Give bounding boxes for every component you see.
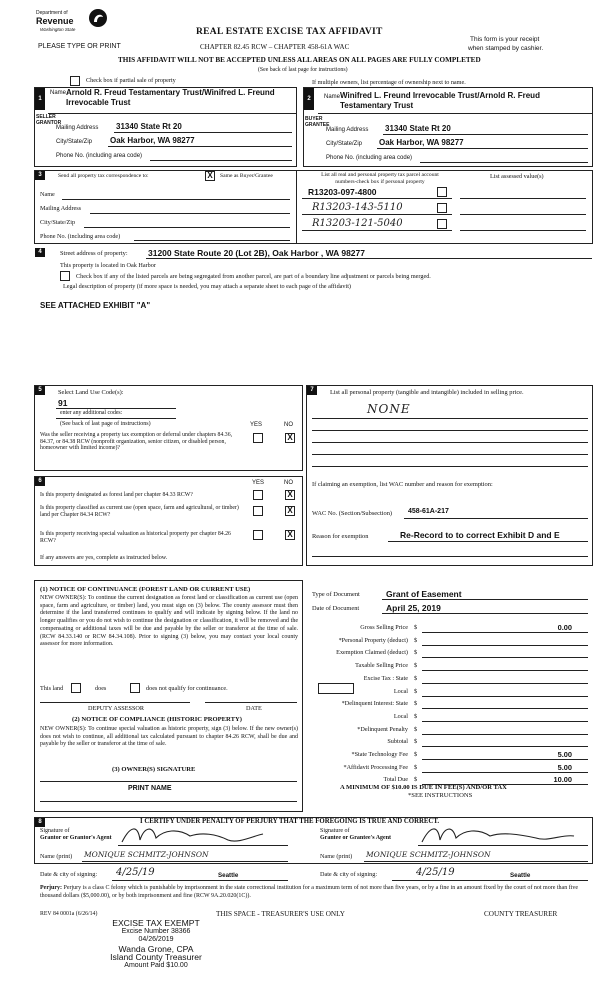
seller-mailing-label: Mailing Address: [56, 125, 99, 131]
agency-name: Revenue: [36, 16, 74, 26]
partial-sale-checkbox[interactable]: [70, 76, 80, 86]
s3-phone-label: Phone No. (including area code): [40, 233, 121, 240]
segregated-label: Check box if any of the listed parcels are being segregated from another parcel, are part of a boundary line adjustment or parcels being merged.: [76, 273, 431, 280]
buyer-mailing-label: Mailing Address: [326, 127, 369, 133]
continuance-body: NEW OWNER(S): To continue the current designation as forest land or classification as current use (open space, farm and agriculture, or timber) land, you must sign on (3) below. The county assessor must then determine if the land transferred continues to qualify and will indicate by signing below. If the land no longer qualifies or you do not wish to continue the designation or classification, it will be removed and the compensating or additional taxes will be due and payable by the seller or transferor at the time of sale. (RCW 84.33.140 or RCW 84.34.108). Prior to signing (3) below, you may contact your local county assessor for more information.: [40, 595, 298, 648]
buyer-mailing[interactable]: 31340 State Rt 20: [385, 124, 451, 133]
section-2-number: 2: [304, 88, 314, 110]
wac-label: WAC No. (Section/Subsection): [312, 510, 393, 517]
tax-row-value[interactable]: 5.00: [557, 750, 572, 759]
buyer-city[interactable]: Oak Harbor, WA 98277: [379, 138, 464, 147]
section-8-number: 8: [35, 818, 45, 827]
this-land-label: This land: [40, 685, 64, 692]
treasurer-use-only: THIS SPACE - TREASURER'S USE ONLY: [216, 910, 345, 918]
grantee-signature[interactable]: [418, 822, 578, 846]
tax-row-value[interactable]: 0.00: [557, 623, 572, 632]
dor-emblem-icon: [88, 8, 108, 28]
compliance-body: NEW OWNER(S): To continue special valuation as historic property, sign (3) below. If the new owner(s) does not wish to continue, all additional tax calculated pursuant to chapter 84.26 RCW, shall be due and payable by the seller or transferor at the time of sale.: [40, 726, 298, 748]
tax-row-dollar: $: [414, 662, 418, 670]
section-3-number: 3: [35, 171, 45, 180]
tax-row-label: Excise Tax : State: [363, 674, 408, 682]
warning-banner: THIS AFFIDAVIT WILL NOT BE ACCEPTED UNLESS ALL AREAS ON ALL PAGES ARE FULLY COMPLETED: [118, 56, 481, 64]
forest-yes-checkbox[interactable]: [253, 490, 263, 500]
tax-row-dollar: $: [414, 776, 418, 784]
tax-row-line: [422, 759, 588, 760]
enter-additional-codes: enter any additional codes:: [60, 410, 123, 416]
seller-side-label: SELLER GRANTOR: [36, 114, 62, 126]
seller-city[interactable]: Oak Harbor, WA 98277: [110, 136, 195, 145]
land-use-label: Select Land Use Code(s):: [58, 389, 124, 396]
tax-row-dollar: $: [414, 763, 418, 771]
tax-row-label: Local: [393, 687, 408, 695]
tax-row-line: [422, 657, 588, 658]
tax-row-label: Subtotal: [387, 738, 408, 746]
tax-row-dollar: $: [414, 624, 418, 631]
tax-row-label: *Personal Property (deduct): [338, 636, 408, 644]
doc-date[interactable]: April 25, 2019: [386, 603, 441, 613]
compliance-heading: (2) NOTICE OF COMPLIANCE (HISTORIC PROPERTY): [72, 716, 242, 723]
s5-yes-header: YES: [250, 422, 263, 428]
tax-row-dollar: $: [414, 700, 418, 708]
does-not-qualify-checkbox[interactable]: [130, 683, 140, 693]
section-5-box: [34, 385, 303, 471]
form-title: REAL ESTATE EXCISE TAX AFFIDAVIT: [196, 27, 383, 37]
street-label: Street address of property:: [60, 250, 128, 257]
exemption-question: Was the seller receiving a property tax exemption or deferral under chapters 84.36, 84.37, or 84.38 RCW (nonprofit organization, senior citizen, or disabled person, homeowner with limited income)?: [40, 432, 233, 452]
tax-row-value[interactable]: 10.00: [553, 775, 572, 785]
seller-mailing[interactable]: 31340 State Rt 20: [116, 122, 182, 131]
tax-row-label: Local: [393, 712, 408, 720]
seller-city-label: City/State/Zip: [56, 139, 93, 145]
section-1-number: 1: [35, 88, 45, 110]
parcel-1[interactable]: R13203-097-4800: [308, 187, 377, 197]
forest-no-checkbox[interactable]: X: [285, 490, 295, 500]
forest-land-question: Is this property designated as forest land per chapter 84.33 RCW?: [40, 492, 193, 498]
s6-yes-header: YES: [252, 480, 265, 486]
grantee-sign-city[interactable]: Seattle: [510, 872, 531, 879]
grantee-print-name[interactable]: MONIQUE SCHMITZ-JOHNSON: [366, 850, 491, 859]
tax-row-dollar: $: [414, 636, 418, 644]
tax-row-line: [422, 696, 588, 697]
perjury-notice: Perjury: Perjury is a class C felony which is punishable by imprisonment in the state correctional institution for a maximum term of not more than five years, or by a fine in an amount fixed by the court of not more than five thousand dollars ($5,000.00), or by both imprisonment and fine (RCW 9A.20.020(1C)).: [40, 885, 579, 899]
tax-row-dollar: $: [414, 738, 418, 746]
seller-phone-label: Phone No. (including area code): [56, 153, 143, 159]
exemption-yes-checkbox[interactable]: [253, 433, 263, 443]
tax-row-line: [422, 772, 588, 773]
tax-row-line: [422, 734, 588, 735]
tax-row-label: Total Due: [383, 776, 408, 784]
section-7-number: 7: [307, 386, 317, 395]
tax-row-line: [422, 721, 588, 722]
deputy-date-label: DATE: [246, 705, 262, 712]
current-use-question: Is this property classified as current use (open space, farm and agricultural, or timber) land per Chapter 84.34 RCW?: [40, 505, 239, 518]
wac-number[interactable]: 458-61A-217: [408, 508, 449, 515]
send-correspondence-label: Send all property tax correspondence to:: [58, 173, 149, 179]
buyer-name[interactable]: Winifred L. Freund Irrevocable Trust/Arnold R. Freud Testamentary Trust: [340, 91, 540, 110]
if-yes-note: If any answers are yes, complete as instructed below.: [40, 555, 168, 561]
segregated-checkbox[interactable]: [60, 271, 70, 281]
buyer-phone-label: Phone No. (including area code): [326, 155, 413, 161]
tax-row-line: [422, 645, 588, 646]
grantee-date-label: Date & city of signing:: [320, 871, 378, 878]
minimum-fee-note: A MINIMUM OF $10.00 IS DUE IN FEE(S) AND/OR TAX: [340, 784, 507, 791]
print-name-label: PRINT NAME: [128, 785, 172, 792]
buyer-city-label: City/State/Zip: [326, 141, 363, 147]
county-treasurer-label: COUNTY TREASURER: [484, 910, 558, 918]
parcel-2-personal-checkbox[interactable]: [437, 203, 447, 213]
does-label: does: [95, 685, 107, 692]
historic-no-checkbox[interactable]: X: [285, 530, 295, 540]
parcel-1-personal-checkbox[interactable]: [437, 187, 447, 197]
doc-type[interactable]: Grant of Easement: [386, 589, 462, 599]
tax-row-dollar: $: [414, 751, 418, 758]
tax-row-line: [422, 708, 588, 709]
see-back-note: (See back of last page for instructions): [258, 67, 348, 73]
certify-statement: I CERTIFY UNDER PENALTY OF PERJURY THAT THE FOREGOING IS TRUE AND CORRECT.: [140, 818, 440, 825]
claiming-exemption-label: If claiming an exemption, list WAC number and reason for exemption:: [312, 481, 493, 488]
please-type: PLEASE TYPE OR PRINT: [38, 43, 121, 50]
buyer-side-label: BUYER GRANTEE: [305, 116, 330, 128]
see-instructions-note: *SEE INSTRUCTIONS: [408, 792, 473, 799]
chapter-reference: CHAPTER 82.45 RCW – CHAPTER 458-61A WAC: [200, 43, 350, 51]
grantee-sign-date[interactable]: 4/25/19: [416, 867, 455, 878]
tax-row-line: [422, 632, 588, 633]
tax-row-dollar: $: [414, 725, 418, 733]
grantor-sign-date[interactable]: 4/25/19: [116, 867, 155, 878]
receipt-note-2: when stamped by cashier.: [468, 45, 544, 52]
multiple-owners-note: If multiple owners, list percentage of ownership next to name.: [312, 79, 466, 86]
grantee-signature-label: Signature of Grantee or Grantee's Agent: [320, 828, 392, 842]
section-5-number: 5: [35, 386, 45, 395]
section-4-number: 4: [35, 248, 45, 257]
tax-row-dollar: $: [414, 674, 418, 682]
s5-see-back: (See back of last page of instructions): [60, 421, 151, 427]
does-not-label: does not qualify for continuance.: [146, 685, 228, 692]
tax-row-line: [422, 683, 588, 684]
owner-signature-label: (3) OWNER(S) SIGNATURE: [112, 766, 196, 773]
current-use-yes-checkbox[interactable]: [253, 506, 263, 516]
parcel-3[interactable]: R13203-121-5040: [312, 218, 403, 229]
exemption-reason[interactable]: Re-Record to to correct Exhibit D and E: [400, 530, 560, 540]
legal-description-label: Legal description of property (if more space is needed, you may attach a separate sheet to each page of the affidavit): [63, 283, 351, 290]
exemption-no-checkbox[interactable]: X: [285, 433, 295, 443]
s3-mailing-label: Mailing Address: [40, 205, 82, 212]
tax-row-dollar: $: [414, 649, 418, 657]
dor-logo: [36, 8, 108, 38]
parcel-3-personal-checkbox[interactable]: [437, 219, 447, 229]
personal-property-value[interactable]: NONE: [367, 402, 411, 416]
current-use-no-checkbox[interactable]: X: [285, 506, 295, 516]
same-as-buyer-label: Same as Buyer/Grantee: [220, 173, 273, 179]
grantee-name-label: Name (print): [320, 853, 353, 860]
grantor-name-label: Name (print): [40, 853, 73, 860]
section-6-number: 6: [35, 477, 45, 486]
historic-question: Is this property receiving special valuation as historical property per chapter 84.26 RCW?: [40, 531, 231, 544]
s3-name-label: Name: [40, 191, 55, 198]
tax-row-dollar: $: [414, 687, 418, 695]
buyer-name-label: Name: [324, 94, 341, 100]
seller-name[interactable]: Arnold R. Freud Testamentary Trust/Winifred L. Freund Irrevocable Trust: [66, 88, 275, 107]
tax-row-label: *Delinquent Interest: State: [341, 700, 408, 708]
tax-row-label: Taxable Selling Price: [355, 662, 408, 670]
seller-name-label: Name: [50, 90, 67, 96]
agency-line-1: Department of: [36, 10, 68, 16]
tax-row-value[interactable]: 5.00: [557, 762, 572, 772]
tax-row-label: *Delinquent Penalty: [357, 725, 408, 733]
tax-row-label: *State Technology Fee: [351, 751, 408, 758]
parcel-2[interactable]: R13203-143-5110: [312, 202, 403, 213]
tax-row-dollar: $: [414, 712, 418, 720]
does-qualify-checkbox[interactable]: [71, 683, 81, 693]
agency-line-3: Washington State: [40, 27, 76, 32]
tax-row-line: [422, 746, 588, 747]
street-address[interactable]: 31200 State Route 20 (Lot 2B), Oak Harbor , WA 98277: [148, 248, 365, 258]
personal-property-label: List all personal property (tangible and intangible) included in selling price.: [330, 389, 524, 396]
grantor-sign-city[interactable]: Seattle: [218, 872, 239, 879]
treasurer-stamp: EXCISE TAX EXEMPT Excise Number 38366 04/26/2019 Wanda Grone, CPA Island County Treasurer Amount Paid $10.00: [110, 918, 202, 969]
doc-type-label: Type of Document: [312, 591, 360, 598]
assessed-value-header: List assessed value(s): [490, 173, 544, 180]
grantor-signature-label: Signature of Grantor or Grantor's Agent: [40, 828, 112, 842]
s6-no-header: NO: [284, 480, 293, 486]
grantor-date-label: Date & city of signing:: [40, 871, 98, 878]
doc-date-label: Date of Document: [312, 605, 360, 612]
partial-sale-label: Check box if partial sale of property: [86, 77, 176, 84]
continuance-heading: (1) NOTICE OF CONTINUANCE (FOREST LAND OR CURRENT USE): [40, 586, 251, 593]
receipt-note-1: This form is your receipt: [470, 36, 540, 43]
historic-yes-checkbox[interactable]: [253, 530, 263, 540]
reason-label: Reason for exemption: [312, 533, 369, 540]
parcel-header: List all real and personal property tax parcel account numbers-check box if personal property: [321, 172, 439, 185]
tax-row-label: *Affidavit Processing Fee: [343, 763, 408, 771]
tax-row-label: Gross Selling Price: [360, 624, 408, 631]
s3-city-label: City/State/Zip: [40, 219, 76, 226]
legal-exhibit: SEE ATTACHED EXHIBIT "A": [40, 301, 151, 310]
grantor-print-name[interactable]: MONIQUE SCHMITZ-JOHNSON: [84, 850, 209, 859]
deputy-assessor-label: DEPUTY ASSESSOR: [88, 705, 144, 712]
tax-row-label: Exemption Claimed (deduct): [336, 649, 408, 657]
grantor-signature[interactable]: [118, 822, 268, 846]
form-number: REV 84 0001a (6/26/14): [40, 911, 98, 917]
located-in: This property is located in Oak Harbor: [60, 262, 156, 269]
land-use-code[interactable]: 91: [58, 398, 68, 408]
same-as-buyer-checkbox[interactable]: X: [205, 171, 215, 181]
tax-row-line: [422, 670, 588, 671]
s5-no-header: NO: [284, 422, 293, 428]
local-tax-code-box[interactable]: [318, 683, 354, 694]
